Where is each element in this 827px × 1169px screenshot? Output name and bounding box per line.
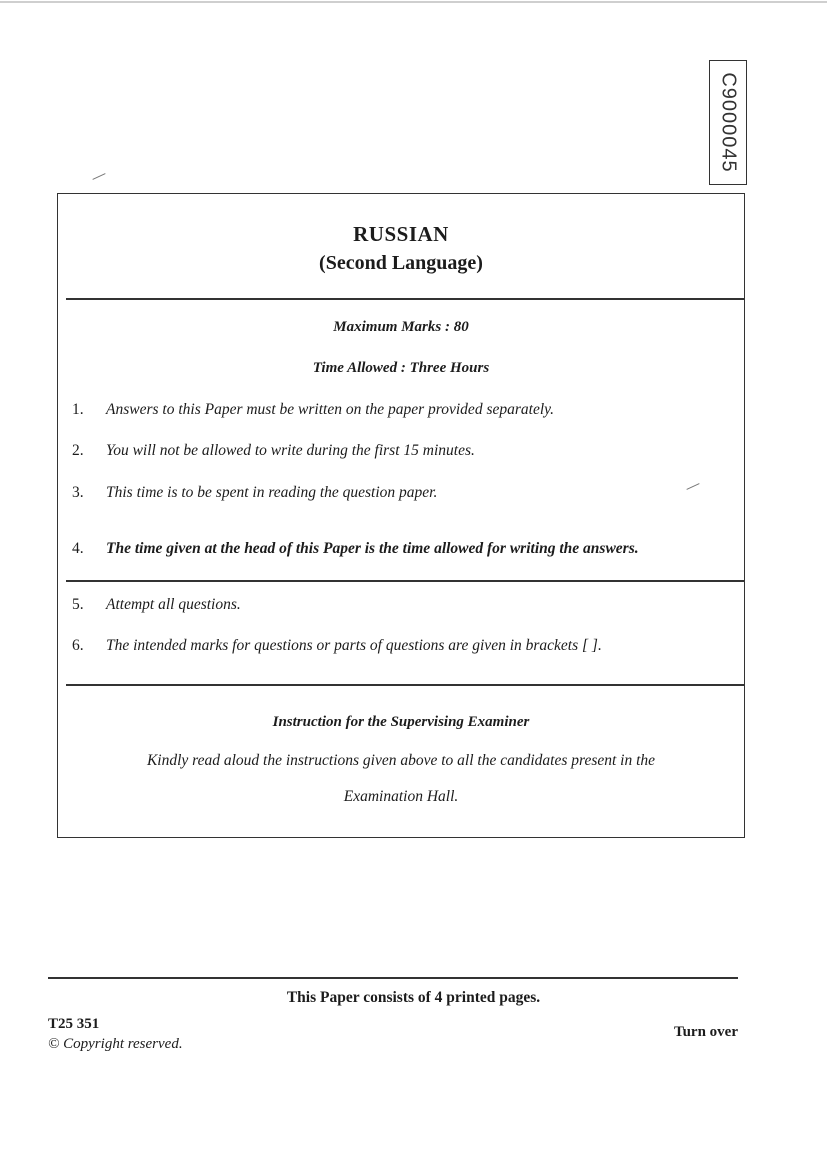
supervisor-heading: Instruction for the Supervising Examiner <box>272 714 530 730</box>
divider <box>66 580 744 582</box>
instruction-3 <box>72 484 724 502</box>
pages-count: This Paper consists of 4 printed pages. <box>286 989 541 1006</box>
instruction-number: 2. <box>72 442 84 459</box>
instruction-number: 6. <box>72 637 84 654</box>
paper-id-box <box>709 60 747 185</box>
instruction-number: 4. <box>72 540 84 557</box>
instruction-number: 1. <box>72 401 84 418</box>
supervisor-instruction-line-1: Kindly read aloud the instructions given above to all the candidates present in the <box>146 752 656 769</box>
instructions-box <box>57 193 745 838</box>
instruction-text: This time is to be spent in reading the question paper. <box>106 484 438 501</box>
instruction-text: The time given at the head of this Paper is the time allowed for writing the answers. <box>106 540 639 557</box>
time-allowed: Time Allowed : Three Hours <box>312 360 490 376</box>
instruction-2 <box>72 442 724 460</box>
divider <box>66 298 744 300</box>
instruction-text: You will not be allowed to write during the first 15 minutes. <box>106 442 475 459</box>
instruction-text: Answers to this Paper must be written on the paper provided separately. <box>106 401 555 418</box>
instruction-5 <box>72 596 724 614</box>
instruction-number: 3. <box>72 484 84 501</box>
instruction-text: The intended marks for questions or parts of questions are given in brackets [ ]. <box>106 637 602 654</box>
divider <box>66 684 744 686</box>
instruction-4 <box>72 540 724 558</box>
instruction-text: Attempt all questions. <box>106 596 241 613</box>
instruction-number: 5. <box>72 596 84 613</box>
top-edge-rule <box>0 1 827 3</box>
instruction-1 <box>72 401 724 419</box>
turn-over-label: Turn over <box>673 1024 738 1040</box>
instruction-6 <box>72 637 724 655</box>
supervisor-instruction-line-2: Examination Hall. <box>343 788 459 805</box>
maximum-marks: Maximum Marks : 80 <box>333 319 469 335</box>
paper-code: T25 351 <box>48 1016 100 1032</box>
footer-rule <box>48 977 738 979</box>
stray-mark <box>92 173 105 180</box>
copyright-notice: © Copyright reserved. <box>48 1036 183 1052</box>
subject-title: RUSSIAN <box>353 222 449 246</box>
paper-id: C9000045 <box>717 72 740 173</box>
subject-subtitle: (Second Language) <box>319 252 483 274</box>
